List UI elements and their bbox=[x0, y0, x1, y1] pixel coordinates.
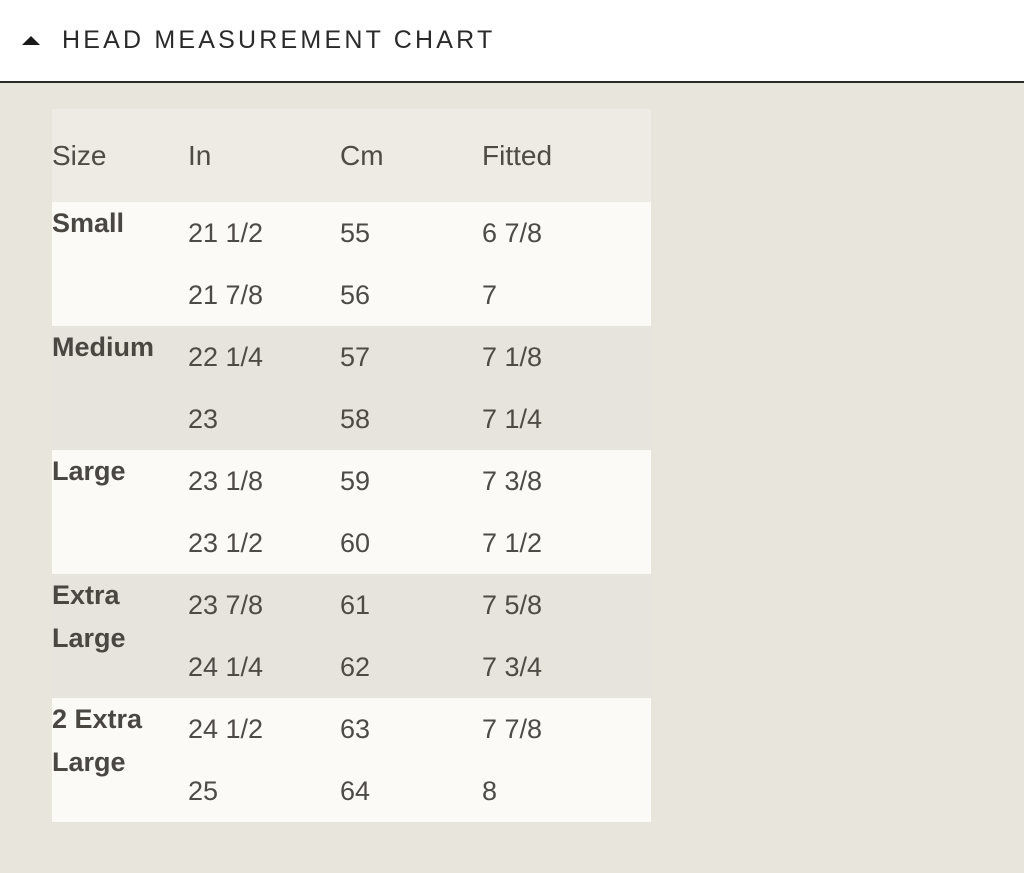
size-line: Medium bbox=[52, 332, 155, 362]
column-header-fitted: Fitted bbox=[482, 139, 553, 171]
cm-line: 63 bbox=[340, 714, 371, 744]
cell-cm bbox=[340, 574, 482, 698]
cell-fitted bbox=[482, 326, 651, 450]
column-header-in: In bbox=[188, 139, 212, 171]
cm-line: 61 bbox=[340, 590, 371, 620]
cm-line: 60 bbox=[340, 528, 371, 558]
cell-fitted bbox=[482, 450, 651, 574]
cell-cm bbox=[340, 326, 482, 450]
in-line: 23 1/8 bbox=[188, 466, 264, 496]
table-row bbox=[52, 450, 651, 574]
cell-in bbox=[188, 574, 340, 698]
cm-line: 59 bbox=[340, 466, 371, 496]
fitted-line: 7 5/8 bbox=[482, 590, 543, 620]
in-line: 24 1/2 bbox=[188, 714, 264, 744]
in-line: 23 bbox=[188, 404, 219, 434]
in-line: 25 bbox=[188, 776, 219, 806]
cell-size bbox=[52, 326, 188, 450]
caret-up-icon[interactable] bbox=[22, 36, 40, 45]
cell-in bbox=[188, 202, 340, 326]
cell-size bbox=[52, 698, 188, 822]
page-title: HEAD MEASUREMENT CHART bbox=[62, 26, 496, 54]
in-line: 23 1/2 bbox=[188, 528, 264, 558]
fitted-line: 8 bbox=[482, 776, 498, 806]
cm-line: 62 bbox=[340, 652, 371, 682]
fitted-line: 7 1/8 bbox=[482, 342, 543, 372]
in-line: 21 1/2 bbox=[188, 218, 264, 248]
in-line: 23 7/8 bbox=[188, 590, 264, 620]
in-line: 22 1/4 bbox=[188, 342, 264, 372]
size-line: Large bbox=[52, 747, 126, 777]
table-body bbox=[52, 202, 651, 822]
cell-cm bbox=[340, 698, 482, 822]
fitted-line: 7 7/8 bbox=[482, 714, 543, 744]
table-row bbox=[52, 326, 651, 450]
cell-size bbox=[52, 202, 188, 326]
cell-in bbox=[188, 698, 340, 822]
cm-line: 64 bbox=[340, 776, 371, 806]
size-line: 2 Extra bbox=[52, 704, 143, 734]
cell-in bbox=[188, 450, 340, 574]
cm-line: 58 bbox=[340, 404, 371, 434]
cell-fitted bbox=[482, 202, 651, 326]
fitted-line: 7 1/4 bbox=[482, 404, 543, 434]
table-header bbox=[52, 109, 651, 202]
cm-line: 57 bbox=[340, 342, 371, 372]
cell-in bbox=[188, 326, 340, 450]
fitted-line: 7 3/8 bbox=[482, 466, 543, 496]
cell-size bbox=[52, 574, 188, 698]
size-line: Small bbox=[52, 208, 125, 238]
size-line: Large bbox=[52, 456, 126, 486]
size-line: Extra bbox=[52, 580, 120, 610]
table-row bbox=[52, 574, 651, 698]
chart-content bbox=[0, 83, 1024, 873]
cell-cm bbox=[340, 202, 482, 326]
cell-fitted bbox=[482, 698, 651, 822]
table-row bbox=[52, 698, 651, 822]
column-header-cm: Cm bbox=[340, 139, 384, 171]
in-line: 21 7/8 bbox=[188, 280, 264, 310]
fitted-line: 7 1/2 bbox=[482, 528, 543, 558]
head-measurement-table bbox=[52, 109, 651, 822]
in-line: 24 1/4 bbox=[188, 652, 264, 682]
cm-line: 56 bbox=[340, 280, 371, 310]
fitted-line: 7 bbox=[482, 280, 498, 310]
table-header-row bbox=[52, 109, 651, 202]
fitted-line: 6 7/8 bbox=[482, 218, 543, 248]
cell-size bbox=[52, 450, 188, 574]
cell-cm bbox=[340, 450, 482, 574]
cm-line: 55 bbox=[340, 218, 371, 248]
cell-fitted bbox=[482, 574, 651, 698]
table-row bbox=[52, 202, 651, 326]
fitted-line: 7 3/4 bbox=[482, 652, 543, 682]
column-header-size: Size bbox=[52, 139, 107, 171]
size-line: Large bbox=[52, 623, 126, 653]
section-header[interactable] bbox=[0, 0, 1024, 83]
